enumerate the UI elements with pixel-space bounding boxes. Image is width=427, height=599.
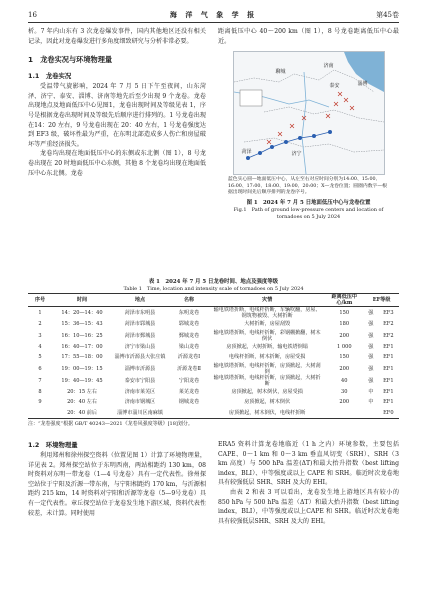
- table-cell: 19：00—19：15: [61, 365, 103, 372]
- low-center-1700: [284, 140, 288, 144]
- table-cell: 4: [38, 343, 42, 350]
- era5-paragraph: ERA5 资料计算龙卷地临近（1 h 之内）环境参数，主要包括 CAPE、0～1 km 和 0～3 km 垂直风切变（SRH）、SRH（3 km 高度）与 500 hPa 温差(ΔT)和最大抬升指数（best lifting index，BLI）、中等强度或以上 CAPE 和 SRH。临近时次龙卷地具有较强低层 SHR、SRH 及大的 EHI。: [218, 441, 399, 487]
- table-header-row: [28, 294, 399, 307]
- table-cell: 强: [368, 354, 374, 361]
- table-cell: 16：10—16：25: [61, 332, 103, 339]
- table-cell: 沂源龙卷Ⅱ: [177, 365, 201, 372]
- table-cell: 房顶掀起，树木倒伏，房屋受损: [231, 388, 303, 395]
- map-label-zibo: 淄博: [357, 81, 368, 88]
- map-legend-caption: 蓝色实心圆—地面低压中心，从左至右对应时间分别为14:00、15:00、16:00、17:00、18:00、19:00、20:00；X—龙卷位置；圆圈内数字—根据出现时间先后顺序排列的龙卷序号。: [228, 177, 387, 196]
- table-cell: 郓城龙卷: [178, 321, 200, 328]
- table-cell: 宁阳龙卷: [178, 377, 200, 384]
- table-cell: 中: [368, 399, 374, 406]
- table-cell: 东明龙卷: [178, 310, 200, 316]
- table-cell: 输电铁塔折断，电线杆折断，彩钢棚掀翻，树木倒伏: [213, 329, 321, 342]
- intro-paragraph: 析。7 年内山东有 3 次龙卷爆发事件，国内其他地区还没有相关记录，因此对龙卷爆发进行多角度细致研究与分析非常必要。: [28, 28, 206, 45]
- table-cell: 19：40—19：45: [61, 377, 103, 384]
- header-rule: [28, 22, 399, 23]
- table-cell: 输电铁塔折断，电线杆折断，房顶掀起，大树刮倒: [213, 362, 321, 375]
- low-center-1900: [312, 134, 316, 138]
- table-cell: 150: [339, 310, 350, 316]
- table-cell: 强: [368, 310, 374, 316]
- table-cell: EF0: [383, 409, 394, 416]
- table-cell: 3: [38, 332, 42, 339]
- map-label-liaocheng: 聊城: [275, 69, 286, 76]
- table-cell: 9: [38, 399, 42, 406]
- tornado-marker-3: [290, 124, 294, 128]
- table-cell: 200: [339, 365, 350, 372]
- table-row: [28, 363, 399, 375]
- table-cell: 输电铁塔折断，电线杆折断，房顶掀起，大树折断: [213, 374, 321, 387]
- tornado-marker-8: [334, 102, 338, 106]
- table-cell: [168, 408, 210, 419]
- table-cell: 6: [38, 365, 42, 372]
- page-number: 16: [28, 11, 37, 19]
- table-row: [28, 397, 399, 408]
- table-cell: 沂源龙卷Ⅰ: [177, 354, 201, 361]
- tornado-marker-1: [267, 140, 271, 144]
- map-label-taian: 泰安: [329, 83, 340, 90]
- table-cell: EF2: [383, 332, 394, 339]
- tornado-marker-5: [344, 98, 348, 102]
- right-column-bottom: [218, 440, 399, 526]
- table-row: [28, 319, 399, 330]
- table-cell: 1 000: [336, 343, 352, 350]
- table-cell: 房顶掀起，树木倒伏，电线杆折断: [228, 409, 306, 416]
- table-cell: 17：55—18：00: [61, 354, 103, 361]
- table-cell: 钢城龙卷: [178, 399, 200, 406]
- figure-1-map: [233, 51, 385, 175]
- table-cell: 20：15 左右: [67, 388, 97, 395]
- table-cell: [28, 408, 52, 419]
- low-center-1800: [298, 136, 302, 140]
- map-label-jinan: 济南: [323, 63, 334, 70]
- table-cell: 强: [368, 365, 374, 372]
- low-center-2000: [328, 130, 332, 134]
- table-cell: 输电铁塔折断，电线杆折断，车辆吹翻，房屋、钢筑物被毁、大树折断: [213, 307, 321, 319]
- table-cell: 电线杆折断，树木折断，房屋受损: [228, 354, 306, 361]
- table-cell: 淄博市淄川区南麻镇: [117, 409, 163, 416]
- table-cell: EF3: [383, 310, 394, 316]
- table-cell: 梁山龙卷: [178, 343, 200, 350]
- col-header-damage: 灾情: [262, 297, 273, 303]
- col-header-ef: EF等级: [372, 297, 391, 303]
- tornado-marker-9: [338, 92, 342, 96]
- tornado-location-paragraph: 龙卷均出现在地面低压中心的东侧或东北侧（图 1），8 号龙卷出现在 20 时地面低压中心东侧，其他 8 个龙卷均出现在地面低压中心东北侧。龙卷: [28, 150, 206, 177]
- table-row: [28, 307, 399, 320]
- table-cell: EF1: [383, 354, 394, 361]
- table-cell: 菏泽市郓城县: [124, 321, 156, 328]
- figure-1-title-en: Fig.1 Path of ground low-pressure centers and location of tornadoes on 5 July 2024: [233, 206, 384, 220]
- distance-paragraph: 距离低压中心 40～200 km（图 1），8 号龙卷距离低压中心最近。: [218, 28, 399, 45]
- section-1-heading: 1 龙卷实况与环境物理量: [28, 55, 113, 65]
- table-1: [28, 293, 399, 419]
- col-header-distance: 距离低压中心/km: [331, 294, 358, 306]
- col-header-name: 名称: [183, 297, 195, 303]
- map-svg: [234, 52, 384, 174]
- table-1-title-en: Table 1 Time, location and intensity scale of tornadoes on 5 July 2024: [123, 286, 304, 292]
- left-column-top: [28, 27, 206, 178]
- table-cell: [364, 408, 377, 419]
- table-cell: EF2: [383, 321, 394, 328]
- table-cell: 中: [368, 388, 374, 395]
- environment-paragraph: 利用郑州和徐州探空资料（位置见图 1）计算了环境物理量，详见表 2。郑州探空站位于东明西南，两站相距约 130 km，08 时资料对东明一带龙卷（1—4 号龙卷）具有一定代表性。徐州探空站位于宁阳及沂源一带东南，与宁阳相距约 170 km，与沂源相距约 215 km，14 时资料对宁阳和沂源等龙卷（5—9号龙卷）具有一定代表性。章丘探空站位于龙卷发生地下游区域，资料代表性较差，未计算。同时使用: [28, 452, 206, 517]
- section-1-2-heading: 1.2 环境物理量: [28, 441, 78, 449]
- table-cell: 强: [368, 332, 374, 339]
- section-1-1-heading: 1.1 龙卷实况: [28, 72, 72, 81]
- tornado-marker-7: [326, 114, 330, 118]
- table-cell: 房顶掀起，大树折断，输电铁塔倒塌: [226, 343, 308, 350]
- map-label-jining: 济宁: [291, 151, 302, 158]
- table-row: [28, 330, 399, 342]
- table-cell: 房顶掀起，树木倒伏: [244, 399, 291, 406]
- col-header-index: 序号: [34, 297, 46, 303]
- table-cell: [324, 408, 364, 419]
- table-1-body: [28, 307, 399, 419]
- table-cell: 150: [339, 354, 350, 361]
- table-cell: 8: [38, 388, 42, 395]
- table-row: [28, 342, 399, 353]
- table-cell: 40: [341, 377, 348, 384]
- table-analysis-paragraph: 由表 2 和表 3 可以看出，龙卷发生地上游地区具有较小的 850 hPa 与 500 hPa 温差（ΔT）和最大抬升指数（best lifting index，BLI），中等强度或以上CAPE 和 SHR。临近时次龙卷地具有较强低层SHR、SRH 及大的 EHI。: [218, 488, 399, 525]
- legend-box: [240, 90, 262, 106]
- table-cell: 20：40 左右: [67, 399, 97, 406]
- table-row: [28, 408, 399, 419]
- table-cell: 济宁市梁山县: [124, 343, 156, 350]
- table-1-note: 注：“龙卷强度”根据 GB/T 40243—2021《龙卷风强度等级》[18]划分。: [28, 421, 193, 427]
- map-label-heze: 菏泽: [241, 149, 252, 156]
- table-cell: EF1: [383, 343, 394, 350]
- table-cell: 2: [38, 321, 42, 328]
- table-cell: 淄博市沂源县大张庄镇: [114, 354, 166, 361]
- table-cell: EF1: [383, 388, 394, 395]
- col-header-location: 地点: [134, 297, 146, 303]
- volume-label: 第45卷: [376, 11, 399, 19]
- table-cell: 强: [368, 343, 374, 350]
- left-column-bottom: [28, 440, 206, 518]
- table-row: [28, 352, 399, 363]
- tornado-marker-2: [278, 132, 282, 136]
- table-cell: 20：40 前后: [67, 409, 97, 416]
- table-cell: EF1: [383, 399, 394, 406]
- table-1-title: 表 1 2024 年 7 月 5 日龙卷时间、地点及强度等级: [148, 279, 279, 285]
- table-cell: 淄博市沂源县: [124, 365, 156, 372]
- table-row: [28, 387, 399, 398]
- col-header-time: 时间: [76, 297, 88, 303]
- right-column-top: [218, 27, 399, 221]
- table-cell: 15：36—15：43: [61, 321, 103, 328]
- journal-name: 海 洋 气 象 学 报: [169, 10, 258, 19]
- tornado-facts-paragraph: 受温带气旋影响，2024 年 7 月 5 日下午至夜间，山东菏泽、济宁、泰安、淄博、济南等地先后至少出现 9 个龙卷。龙卷出现地点及地面低压中心见图1，龙卷出现时间及等级见表 1，序号是根据龙卷出现时间及等级先后顺序进行排列的。1 号龙卷出现在14：20 左右，9 号龙卷出现在 20：40 左右，1 号龙卷强度达到 EF3 级，破坏性最为严重，在东明北部造成多人伤亡和房屋破坏等严重经济损失。: [28, 83, 206, 148]
- table-cell: 鄄城龙卷: [178, 332, 200, 339]
- table-cell: 济南市钢城区: [124, 399, 156, 406]
- table-cell: 200: [339, 332, 350, 339]
- table-cell: 强: [368, 377, 374, 384]
- table-cell: EF1: [383, 377, 394, 384]
- table-cell: 7: [38, 377, 42, 384]
- table-cell: 济南市莱芜区: [124, 388, 156, 395]
- low-center-1400: [246, 156, 250, 160]
- table-cell: 菏泽市鄄城县: [124, 332, 156, 339]
- low-center-1600: [270, 145, 274, 149]
- table-cell: EF1: [383, 365, 394, 372]
- table-cell: 菏泽市东明县: [124, 310, 156, 316]
- figure-1-title: 图 1 2024 年 7 月 5 日地面低压中心与龙卷位置: [246, 199, 371, 206]
- tornado-marker-6: [350, 106, 354, 110]
- table-cell: 30: [341, 388, 348, 395]
- table-cell: 强: [368, 321, 374, 328]
- table-cell: 180: [339, 321, 350, 328]
- table-cell: 莱芜龙卷: [178, 388, 200, 395]
- table-cell: 16：40—17：00: [61, 343, 103, 350]
- table-1-block: [28, 278, 399, 429]
- table-cell: 14：20—14：40: [61, 310, 103, 316]
- table-cell: 大树折断，房屋刮毁: [244, 321, 291, 328]
- table-row: [28, 375, 399, 387]
- running-header: [28, 8, 399, 22]
- table-cell: 200: [339, 399, 350, 406]
- table-cell: 5: [38, 354, 42, 361]
- table-cell: 1: [38, 310, 42, 316]
- low-center-1500: [258, 151, 262, 155]
- table-cell: 泰安市宁阳县: [124, 377, 156, 384]
